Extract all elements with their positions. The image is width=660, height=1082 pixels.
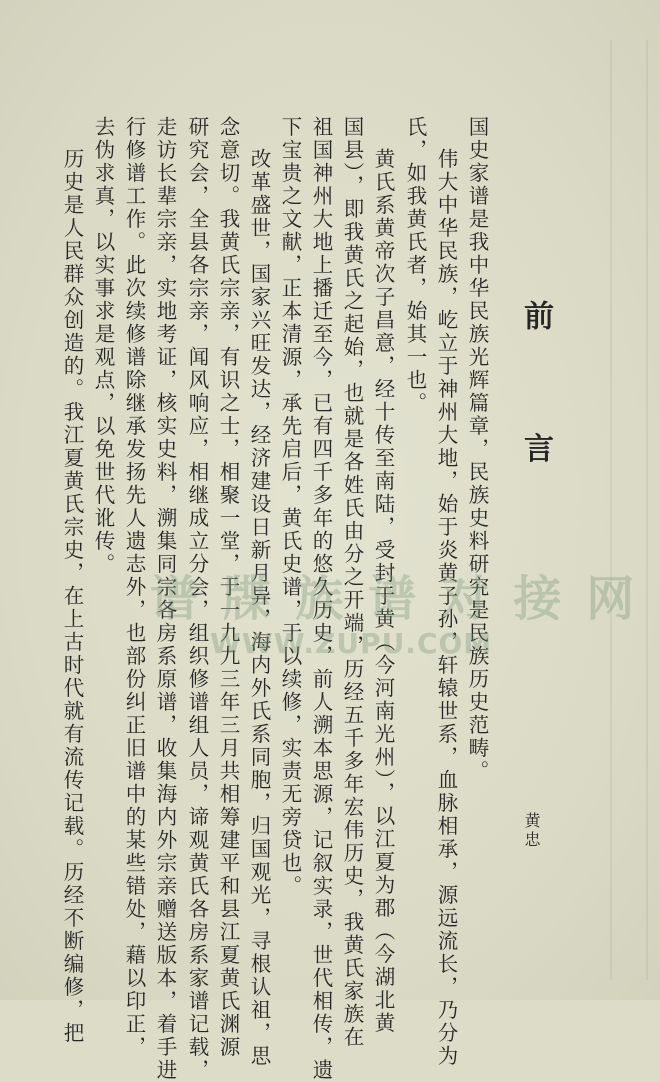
bleed-through-shadow [590,40,660,980]
text-column-9: 念意切。我黄氏宗亲，有识之士，相聚一堂，于一九九三年三月共相筹建平和县江夏黄氏渊源 [216,116,240,1059]
text-column-6: 祖国神州大地上播迁至今，已有四千多年的悠久历史，前人溯本思源，记叙实录，世代相传，遗 [309,116,333,1082]
text-column-5: 国县），即我黄氏之起始，也就是各姓氏由分之开端，历经五千多年宏伟历史，我黄氏家族在 [340,116,364,1049]
text-column-10: 研究会，全县各宗亲，闻风响应，相继成立分会，组织修谱组人员，谛观黄氏各房系家谱记载， [185,116,209,1082]
text-column-8: 改革盛世，国家兴旺发达，经济建设日新月异，海内外氏系同胞，归国观光，寻根认祖，思 [247,148,271,1068]
text-column-2: 伟大中华民族，屹立于神州大地，始于炎黄子孙，轩辕世系，血脉相承，源远流长，乃分为 [434,148,458,1068]
page-title: 前 言 [518,300,553,509]
text-column-14: 历史是人民群众创造的。我江夏黄氏宗史，在上古时代就有流传记载。历经不断编修，把 [60,148,84,1045]
author-name: 黄忠 [522,812,541,850]
text-column-12: 行修谱工作。此次续修谱除继承发扬先人遗志外，也部份纠正旧谱中的某些错处，藉以印正， [122,116,146,1059]
text-column-7: 下宝贵之文献，正本清源，承先启后，黄氏史谱，于以续修，实责无旁贷也。 [278,116,302,898]
text-column-3: 氏，如我黄氏者，始其一也。 [403,116,427,415]
text-column-11: 走访长辈宗亲，实地考证，核实史料，溯集同宗各房系原谱，收集海内外宗亲赠送版本，着手进 [153,116,177,1082]
text-column-1: 国史家谱是我中华民族光辉篇章，民族史料研究是民族历史范畴。 [465,116,489,783]
watermark-cn: 谱 牒 族 谱 对 接 网 [150,571,639,627]
text-column-4: 黄氏系黄帝次子昌意，经十传至南陆，受封于黄（今河南光州），以江夏为郡（今湖北黄 [371,148,395,1035]
watermark-en: WWW.ZUPU.COM [210,627,493,660]
text-column-13: 去伪求真，以实事求是观点，以免世代讹传。 [91,116,115,576]
